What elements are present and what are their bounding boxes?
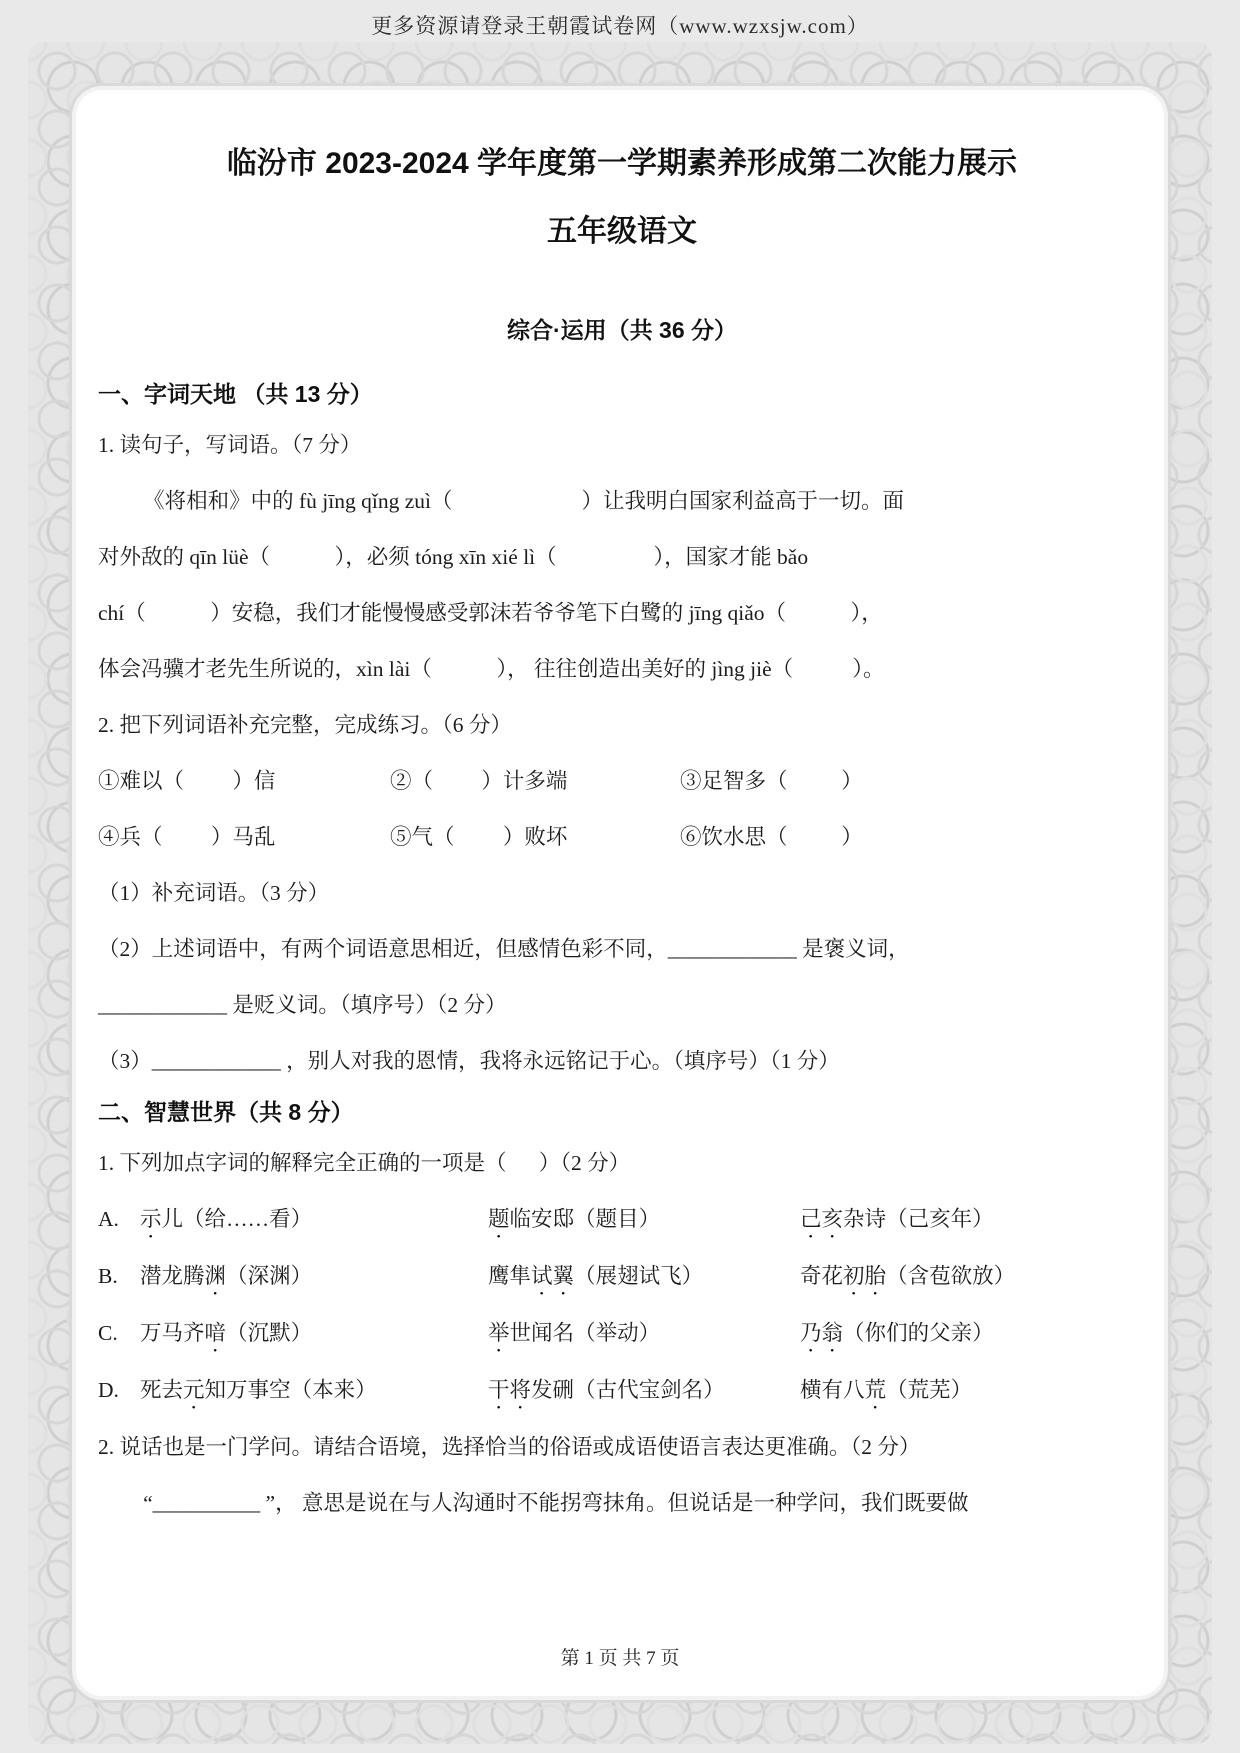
choice-row — [98, 1305, 1146, 1362]
emphasized-char: 干 — [488, 1378, 510, 1402]
q2-stem: 2. 把下列词语补充完整，完成练习。（6 分） — [98, 713, 512, 737]
q1-line-2: 对外敌的 qīn lüè（ ），必须 tóng xīn xié lì（ ），国家才能 bǎo — [98, 545, 809, 569]
q2-sub2-line2: ____________ 是贬义词。（填序号）（2 分） — [98, 993, 507, 1017]
emphasized-char: 元 — [183, 1378, 205, 1402]
emphasized-char: 乃 — [800, 1321, 822, 1345]
part1-heading: 一、字词天地 （共 13 分） — [98, 381, 373, 407]
choice-item: 死去元知万事空（本来） — [140, 1378, 377, 1402]
q1-line-3: chí（ ）安稳，我们才能慢慢感受郭沫若爷爷笔下白鹭的 jīng qiǎo（ ）， — [98, 601, 883, 625]
choice-item: 乃翁（你们的父亲） — [800, 1321, 994, 1345]
choice-label: D. — [98, 1378, 119, 1402]
choice-item: 题临安邸（题目） — [488, 1207, 661, 1231]
emphasized-char: 胎 — [864, 1264, 887, 1288]
choice-rows — [98, 1191, 1146, 1419]
emphasized-char: 翁 — [821, 1321, 844, 1345]
choice-item: 己亥杂诗（己亥年） — [800, 1207, 994, 1231]
emphasized-char: 喑 — [204, 1321, 227, 1345]
emphasized-char: 翼 — [552, 1264, 575, 1288]
word-completion-row-1 — [98, 753, 1146, 809]
choice-item: 鹰隼试翼（展翅试飞） — [488, 1264, 704, 1288]
page-number: 第 1 页 共 7 页 — [560, 1648, 680, 1669]
emphasized-char: 试 — [531, 1264, 553, 1288]
choice-label: A. — [98, 1207, 119, 1231]
word-item-4: ④兵（ ）马乱 — [98, 825, 276, 849]
choice-item: 万马齐喑（沉默） — [140, 1321, 313, 1345]
paper-sheet — [76, 90, 1164, 1696]
emphasized-char: 举 — [488, 1321, 510, 1345]
choice-row — [98, 1248, 1146, 1305]
q2-sub2-line1: （2）上述词语中，有两个词语意思相近，但感情色彩不同，____________ 是褒义词， — [98, 937, 910, 961]
word-item-2: ②（ ）计多端 — [390, 769, 568, 793]
choice-item: 奇花初胎（含苞欲放） — [800, 1264, 1016, 1288]
part2-heading: 二、智慧世界（共 8 分） — [98, 1099, 354, 1125]
word-completion-row-2 — [98, 809, 1146, 865]
emphasized-char: 己 — [800, 1207, 822, 1231]
site-watermark: 更多资源请登录王朝霞试卷网（www.wzxsjw.com） — [371, 14, 869, 38]
emphasized-char: 亥 — [821, 1207, 844, 1231]
section-heading: 综合·运用（共 36 分） — [506, 317, 738, 343]
choice-row — [98, 1362, 1146, 1419]
part2-q1-stem: 1. 下列加点字词的解释完全正确的一项是（ ）（2 分） — [98, 1151, 631, 1175]
word-item-6: ⑥饮水思（ ） — [680, 825, 863, 849]
part2-q2-stem: 2. 说话也是一门学问。请结合语境，选择恰当的俗语或成语使语言表达更准确。（2 分） — [98, 1435, 921, 1459]
emphasized-char: 将 — [509, 1378, 532, 1402]
decorative-wave-border — [28, 42, 1212, 1744]
choice-label: C. — [98, 1321, 118, 1345]
exam-subtitle: 五年级语文 — [547, 215, 697, 248]
emphasized-char: 初 — [843, 1264, 865, 1288]
word-item-1: ①难以（ ）信 — [98, 769, 276, 793]
choice-item: 潜龙腾渊（深渊） — [140, 1264, 313, 1288]
choice-item: 横有八荒（荒芜） — [800, 1378, 973, 1402]
q2-sub1: （1）补充词语。（3 分） — [98, 881, 330, 905]
part2-q2-line: “__________ ”， 意思是说在与人沟通时不能拐弯抹角。但说话是一种学问，我们既要做 — [143, 1491, 969, 1515]
q1-line-4: 体会冯骥才老先生所说的，xìn lài（ ）， 往往创造出美好的 jìng jiè（ ）。 — [98, 657, 885, 681]
choice-label: B. — [98, 1264, 118, 1288]
emphasized-char: 题 — [488, 1207, 510, 1231]
exam-title: 临汾市 2023-2024 学年度第一学期素养形成第二次能力展示 — [226, 147, 1018, 180]
q2-sub3: （3）____________ ，别人对我的恩情，我将永远铭记于心。（填序号）（1 分） — [98, 1049, 840, 1073]
choice-item: 干将发硎（古代宝剑名） — [488, 1378, 725, 1402]
q1-line-1: 《将相和》中的 fù jīng qǐng zuì（ ）让我明白国家利益高于一切。面 — [143, 489, 904, 513]
emphasized-char: 示 — [140, 1207, 162, 1231]
emphasized-char: 渊 — [204, 1264, 227, 1288]
word-item-3: ③足智多（ ） — [680, 769, 863, 793]
choice-item: 举世闻名（举动） — [488, 1321, 661, 1345]
q1-stem: 1. 读句子，写词语。（7 分） — [98, 433, 362, 457]
choice-item: 示儿（给……看） — [140, 1207, 313, 1231]
choice-row — [98, 1191, 1146, 1248]
exam-content — [98, 138, 1146, 1531]
emphasized-char: 荒 — [864, 1378, 887, 1402]
word-item-5: ⑤气（ ）败坏 — [390, 825, 568, 849]
